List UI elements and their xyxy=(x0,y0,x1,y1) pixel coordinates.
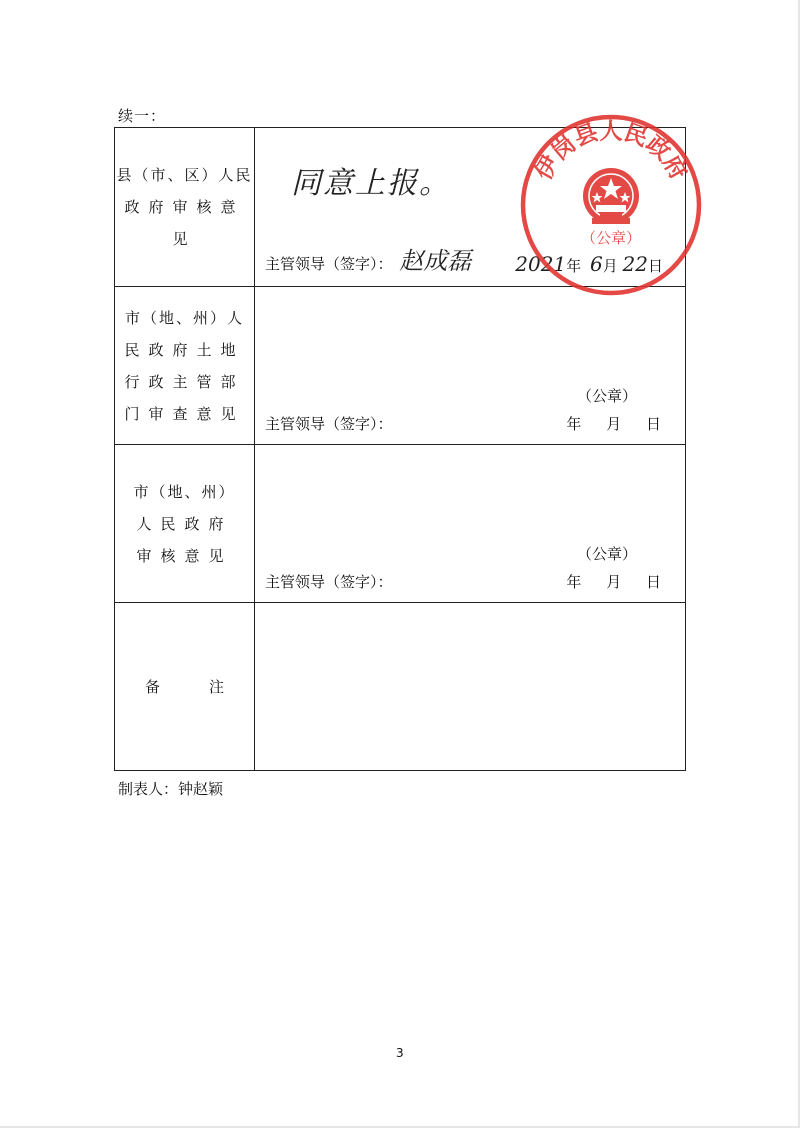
label-line: 县（市、区）人民 xyxy=(116,166,253,184)
date-line xyxy=(566,413,661,434)
continuation-label: 续一： xyxy=(118,107,167,125)
label-line: 门审查意见 xyxy=(124,404,245,423)
seal-arc-text: 伊岗县人民政府 xyxy=(530,118,692,185)
seal-placeholder: （公章） xyxy=(576,545,637,563)
label-line: 市（地、州） xyxy=(133,482,236,501)
seal-placeholder: （公章） xyxy=(576,387,637,405)
year-unit: 年 xyxy=(566,257,582,275)
land-dept-review-content xyxy=(255,287,686,445)
day-unit: 日 xyxy=(647,257,663,275)
city-review-content xyxy=(255,445,686,603)
table-row-city-review xyxy=(115,445,686,603)
year-unit: 年 xyxy=(566,573,582,591)
date-line xyxy=(515,252,663,276)
day-unit: 日 xyxy=(645,415,661,433)
remarks-char: 备 xyxy=(145,677,161,696)
date-line xyxy=(566,571,661,592)
month-unit: 月 xyxy=(606,415,622,433)
signature-line xyxy=(265,241,471,276)
year-unit: 年 xyxy=(566,415,582,433)
day-unit: 日 xyxy=(645,573,661,591)
county-review-label xyxy=(115,128,255,287)
label-line: 行政主管部 xyxy=(124,372,245,391)
label-line: 政府审核意见 xyxy=(124,198,245,248)
review-form-table xyxy=(114,127,686,771)
remarks-content xyxy=(255,603,686,771)
handwritten-opinion: 同意上报。 xyxy=(291,166,451,201)
label-line: 人民政府 xyxy=(136,514,233,533)
table-row-remarks xyxy=(115,603,686,771)
land-dept-review-label xyxy=(115,287,255,445)
city-review-label xyxy=(115,445,255,603)
date-year: 2021 xyxy=(515,252,567,276)
table-row-county-review xyxy=(115,128,686,287)
seal-center-text: （公章） xyxy=(580,229,642,247)
handwritten-signature: 赵成磊 xyxy=(399,247,472,275)
date-month: 6 xyxy=(590,252,603,276)
county-review-content xyxy=(255,128,686,287)
signature-label: 主管领导（签字）： xyxy=(265,415,393,433)
table-row-land-dept-review xyxy=(115,287,686,445)
label-line: 民政府土地 xyxy=(124,340,245,359)
preparer-label: 制表人：钟赵颖 xyxy=(118,780,224,798)
label-line: 市（地、州）人 xyxy=(124,308,244,327)
remarks-char: 注 xyxy=(208,677,224,696)
signature-label: 主管领导（签字）： xyxy=(265,255,393,273)
date-day: 22 xyxy=(622,252,648,276)
page-number: 3 xyxy=(396,1046,404,1060)
month-unit: 月 xyxy=(606,573,622,591)
remarks-label xyxy=(115,603,255,771)
signature-label: 主管领导（签字）： xyxy=(265,573,393,591)
remarks-label-text xyxy=(115,671,254,703)
label-line: 审核意见 xyxy=(136,546,233,565)
month-unit: 月 xyxy=(602,257,618,275)
